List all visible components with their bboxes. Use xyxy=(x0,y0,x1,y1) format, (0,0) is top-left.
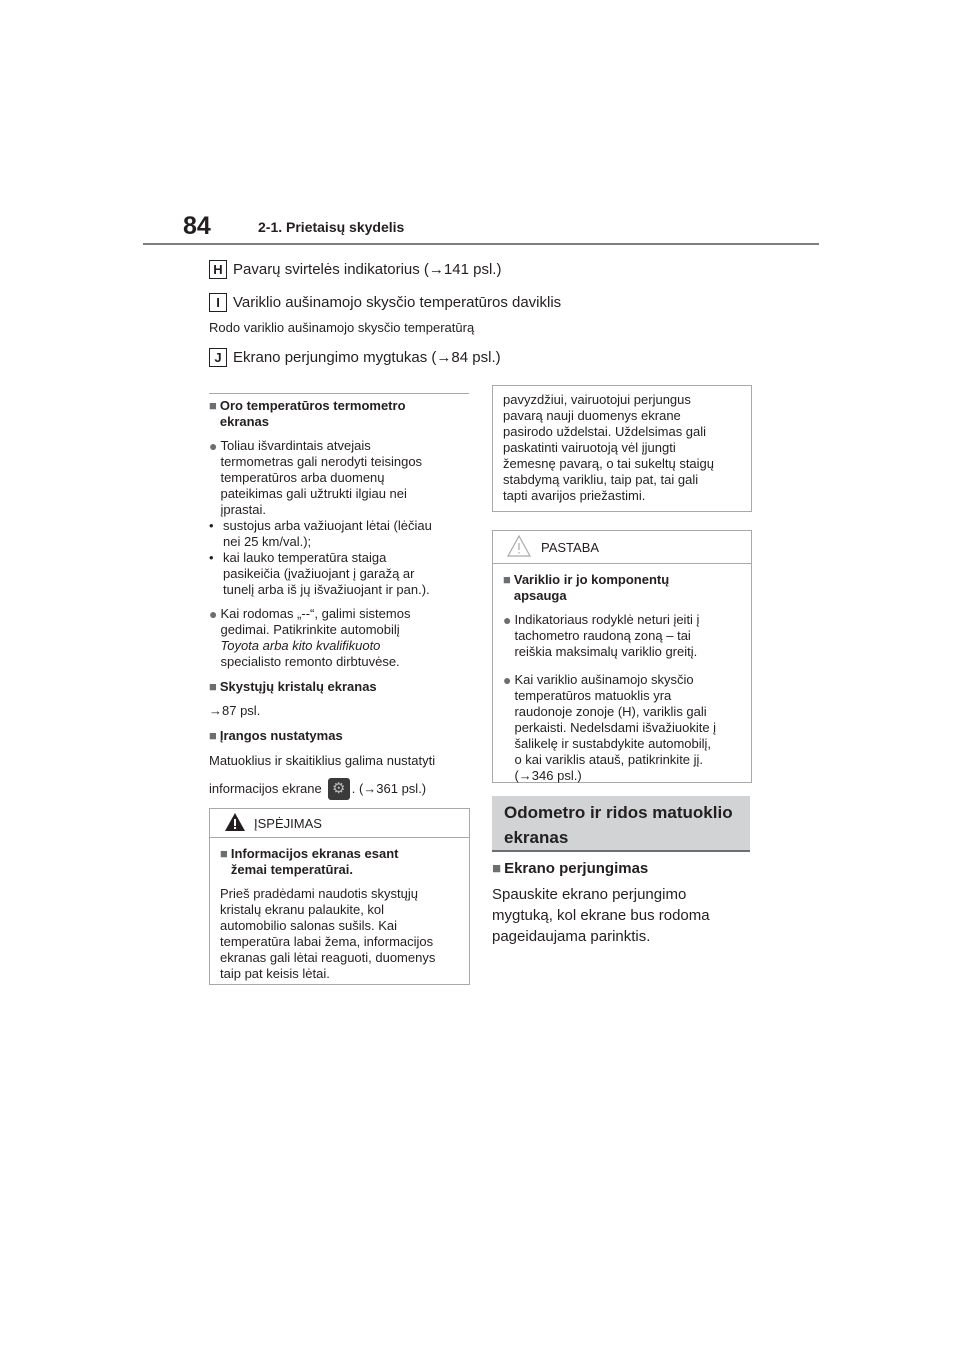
warning-header xyxy=(210,809,469,838)
text-line: tunelį arba iš jų išvažiuojant ir pan.). xyxy=(223,582,430,597)
text-line: stabdymą varikliu, taip pat, tai gali xyxy=(503,472,699,487)
sub-bullet-item xyxy=(209,550,471,598)
text-line: žemesnę pavarą, o tai sukeltų staigų xyxy=(503,456,715,471)
warning-heading xyxy=(220,846,459,878)
bullet-item xyxy=(503,612,741,660)
item-j xyxy=(209,348,501,367)
text-line: įprastai. xyxy=(220,502,266,517)
header-divider xyxy=(143,243,819,245)
notice-heading xyxy=(503,572,741,604)
round-bullet-icon: ● xyxy=(209,606,218,622)
bullet-item xyxy=(503,672,741,784)
text-line: temperatūros matuoklis yra xyxy=(514,688,672,703)
text-line: temperatūros arba duomenų xyxy=(220,470,385,485)
item-h-text: Pavarų svirtelės indikatorius (→141 psl.) xyxy=(233,261,502,278)
section-title: 2-1. Prietaisų skydelis xyxy=(258,219,405,235)
square-bullet-icon: ■ xyxy=(220,846,228,861)
warning-title: ĮSPĖJIMAS xyxy=(254,815,322,831)
bullet-item xyxy=(209,438,471,518)
heading-line: Variklio ir jo komponentų xyxy=(513,572,670,587)
text-line: tachometro raudoną zoną – tai xyxy=(514,628,691,643)
warning-triangle-icon xyxy=(224,812,254,835)
round-bullet-icon: ● xyxy=(503,672,512,688)
text-line: Indikatoriaus rodyklė neturi įeiti į xyxy=(514,612,700,627)
text-line: tapti avarijos priežastimi. xyxy=(503,488,646,503)
settings-line-1: Matuoklius ir skaitiklius galima nustatyti xyxy=(209,753,436,768)
text-line: reiškia maksimalų variklio greitį. xyxy=(514,644,698,659)
heading-line: ekranas xyxy=(219,414,270,429)
heading-line: apsauga xyxy=(513,588,567,603)
text-line: pasikeičia (įvažiuojant į garažą ar xyxy=(223,566,415,581)
letter-h-badge: H xyxy=(209,260,227,279)
item-i xyxy=(209,293,561,312)
text-line: Kai rodomas „--“, galimi sistemos xyxy=(220,606,411,621)
text-line: pavyzdžiui, vairuotojui perjungus xyxy=(503,392,691,407)
text-line: šalikelę ir sustabdykite automobilį, xyxy=(514,736,712,751)
text-line: pasirodo uždelstai. Uždelsimas gali xyxy=(503,424,707,439)
text-line: Kai variklio aušinamojo skysčio xyxy=(514,672,694,687)
text-line: pageidaujama parinktis. xyxy=(492,928,651,945)
text-line: raudonoje zonoje (H), variklis gali xyxy=(514,704,707,719)
warning-text xyxy=(220,886,459,982)
settings-gear-icon: ⚙ xyxy=(328,778,350,800)
bullet-item xyxy=(209,606,471,670)
text-line: sustojus arba važiuojant lėtai (lėčiau xyxy=(223,518,432,533)
item-h xyxy=(209,260,501,279)
square-bullet-icon: ■ xyxy=(209,679,217,694)
text-line: specialisto remonto dirbtuvėse. xyxy=(220,654,400,669)
item-i-description: Rodo variklio aušinamojo skysčio temperatūrą xyxy=(209,320,475,335)
lcd-heading xyxy=(209,679,471,695)
text-line: Spauskite ekrano perjungimo xyxy=(492,886,687,903)
page-number: 84 xyxy=(183,212,211,240)
round-bullet-icon: ● xyxy=(503,612,512,628)
text-line: taip pat keisis lėtai. xyxy=(220,966,330,981)
text-line: Prieš pradėdami naudotis skystųjų xyxy=(220,886,418,901)
title-line: ekranas xyxy=(504,828,569,847)
text-line: (→346 psl.) xyxy=(514,768,582,783)
square-bullet-icon: ■ xyxy=(503,572,511,587)
square-bullet-icon: ■ xyxy=(209,728,217,743)
settings-line-2 xyxy=(209,778,471,800)
round-bullet-icon: ● xyxy=(209,438,218,454)
text-line: pavarą nauji duomenys ekrane xyxy=(503,408,681,423)
heading-text: Įrangos nustatymas xyxy=(219,728,343,743)
title-line: Odometro ir ridos matuoklio xyxy=(504,803,733,822)
text-line: mygtuką, kol ekrane bus rodoma xyxy=(492,907,710,924)
warning-body xyxy=(210,838,469,990)
settings-heading xyxy=(209,728,471,744)
screen-switch-heading xyxy=(492,860,648,877)
outside-temp-heading xyxy=(209,398,471,430)
text-line: kristalų ekranu palaukite, kol xyxy=(220,902,385,917)
heading-text: Skystųjų kristalų ekranas xyxy=(219,679,377,694)
letter-j-badge: J xyxy=(209,348,227,367)
text-fragment: informacijos ekrane xyxy=(209,781,322,796)
square-bullet-icon: ■ xyxy=(209,398,217,413)
text-line: paskatinti vairuotoją vėl įjungti xyxy=(503,440,676,455)
notice-title: PASTABA xyxy=(541,539,600,555)
letter-i-badge: I xyxy=(209,293,227,312)
text-line: automobilio salonas sušils. Kai xyxy=(220,918,398,933)
warning-box xyxy=(209,808,470,985)
text-line: temperatūra labai žema, informacijos xyxy=(220,934,434,949)
left-divider xyxy=(209,393,469,394)
text-line: ekranas gali lėtai reaguoti, duomenys xyxy=(220,950,436,965)
text-line: o kai variklis atauš, patikrinkite jį. xyxy=(514,752,704,767)
caution-triangle-icon xyxy=(507,535,541,560)
dash-bullet-icon: • xyxy=(209,550,214,565)
continued-text xyxy=(493,386,751,512)
screen-switch-body xyxy=(492,884,752,947)
item-i-text: Variklio aušinamojo skysčio temperatūros daviklis xyxy=(233,294,562,311)
text-fragment: . (→361 psl.) xyxy=(351,781,427,796)
text-line: nei 25 km/val.); xyxy=(223,534,312,549)
square-bullet-icon: ■ xyxy=(492,860,502,877)
notice-body xyxy=(493,564,751,792)
sub-bullet-item xyxy=(209,518,471,550)
heading-line: Informacijos ekranas esant xyxy=(230,846,399,861)
outside-temp-section xyxy=(209,398,471,800)
item-j-text: Ekrano perjungimo mygtukas (→84 psl.) xyxy=(233,349,501,366)
notice-box xyxy=(492,530,752,783)
heading-line: Oro temperatūros termometro xyxy=(219,398,406,413)
continued-box xyxy=(492,385,752,512)
text-line: perkaisti. Nedelsdami išvažiuokite į xyxy=(514,720,717,735)
odometer-section-title xyxy=(492,796,750,852)
notice-header xyxy=(493,531,751,564)
lcd-page-ref: →87 psl. xyxy=(209,703,261,718)
text-line: Toliau išvardintais atvejais xyxy=(220,438,371,453)
heading-text: Ekrano perjungimas xyxy=(504,860,649,877)
dash-bullet-icon: • xyxy=(209,518,214,533)
text-line: gedimai. Patikrinkite automobilį xyxy=(220,622,400,637)
heading-line: žemai temperatūrai. xyxy=(230,862,353,877)
text-line: pateikimas gali užtrukti ilgiau nei xyxy=(220,486,407,501)
text-line: Toyota arba kito kvalifikuoto xyxy=(220,638,381,653)
text-line: kai lauko temperatūra staiga xyxy=(223,550,387,565)
text-line: termometras gali nerodyti teisingos xyxy=(220,454,423,469)
